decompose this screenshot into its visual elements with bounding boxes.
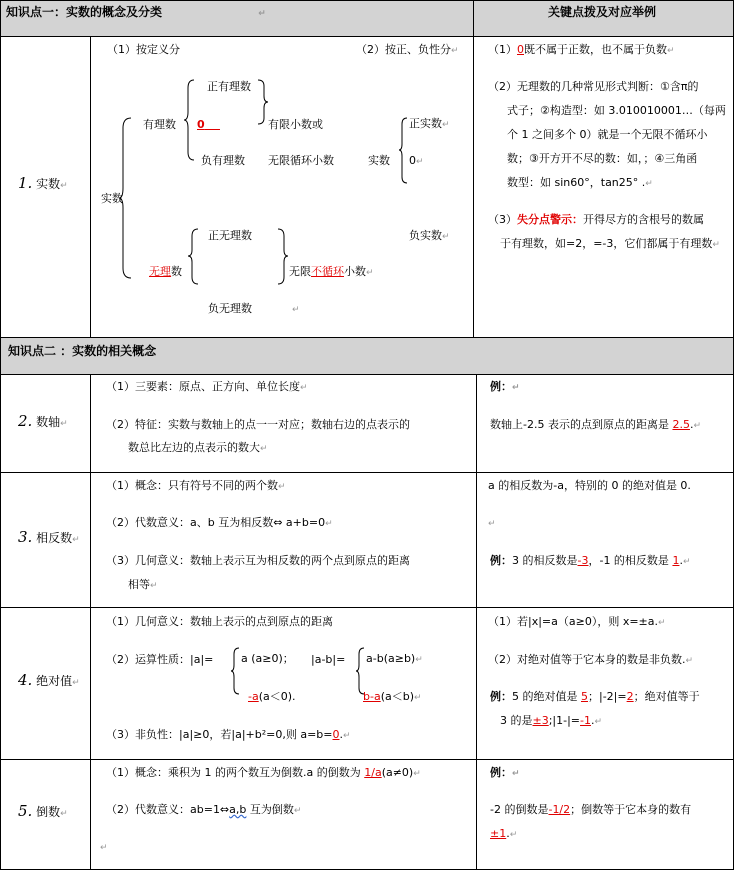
zero-right-text: 0 [409,154,416,167]
abs-case-2-text: a-b(a≥b) [366,652,416,665]
abs-example-c: ；绝对值等于 [633,690,700,703]
reciprocal-answer-1: -1/2 [548,803,571,816]
row-number: 4. [18,671,33,689]
return-mark-icon: ↵ [100,843,108,853]
abs-case-3-cond: (a＜0). [258,690,296,703]
row-label-real-number [18,174,68,192]
row-number: 1. [18,174,33,192]
row-label-number-line [18,412,68,430]
note-1-prefix: （1） [488,43,517,56]
reciprocal-algebraic-c: 互为倒数 [246,803,294,816]
note-1 [488,43,675,58]
rule-mid-s1 [473,0,474,337]
note-3-prefix: （3） [488,213,517,226]
abs-period: . [591,714,595,727]
return-mark-icon: ↵ [645,179,653,189]
brace-rational-right [258,80,270,124]
row-number: 2. [18,412,33,430]
abs-nonneg-answer: 0 [332,728,340,741]
row-label-absolute-value [18,671,80,689]
reciprocal-ab: a,b [229,803,247,816]
zero-answer [197,118,220,132]
note-3-text: 开得尽方的含根号的数属 [583,213,704,226]
opposite-answer-1: -3 [577,554,589,567]
numberline-feature-line2 [128,441,268,456]
note-3-line2 [500,237,720,252]
return-mark-icon: ↵ [260,444,268,454]
repeating-decimal: 无限循环小数 [268,154,334,167]
opposite-concept [106,479,286,494]
opposite-algebraic [106,516,333,531]
abs-note-2 [488,653,693,668]
abs-case-1: a (a≥0)； [241,652,294,665]
return-mark-icon: ↵ [325,519,333,529]
row-number: 5. [18,802,33,820]
return-mark-icon: ↵ [512,383,520,393]
return-mark-icon: ↵ [60,809,68,819]
return-mark-icon: ↵ [667,46,675,56]
abs-note-1 [488,615,666,630]
numberline-feature-line2-text: 数总比左边的点表示的数大 [128,441,260,454]
abs-geometric: （1）几何意义：数轴上表示的点到原点的距离 [106,615,333,628]
note-2-line5 [507,176,653,191]
note-1-zero: 0 [517,43,524,56]
example-title: 例： [490,690,512,703]
reciprocal-example-line2 [490,827,517,842]
opposite-concept-text: （1）概念：只有符号不同的两个数 [106,479,278,492]
return-mark-icon: ↵ [60,181,68,191]
abs-answer-2: 2 [626,690,634,703]
abs-example-l2a: 3 的是 [500,714,533,727]
return-mark-icon: ↵ [594,717,603,727]
abs-case-4-red: b-a [363,690,381,703]
opposite-example-b: ，-1 的相反数是 [588,554,673,567]
classify-by-sign [356,43,459,58]
return-mark-icon: ↵ [366,268,374,278]
note-2-line1: （2）无理数的几种常见形式判断：①含π的 [488,80,699,93]
example-title-text: 例： [490,380,512,393]
return-mark-icon: ↵ [442,232,450,242]
abs-operation-label: （2）运算性质：|a|= [106,653,214,666]
row-label-text: 数轴 [36,415,61,429]
return-mark-icon: ↵ [415,655,423,665]
opposite-geometric-line2-text: 相等 [128,578,150,591]
rational-number: 有理数 [143,118,176,131]
rule-h5 [0,607,733,608]
return-mark-icon: ↵ [658,618,666,628]
note-2-line5-text: 数型：如 sin60°，tan25° . [507,176,646,189]
opposite-example-a: 3 的相反数是 [512,554,578,567]
example-title [490,766,520,781]
opposite-geometric-line1: （3）几何意义：数轴上表示互为相反数的两个点到原点的距离 [106,554,410,567]
note-1-text: 既不属于正数，也不属于负数 [524,43,667,56]
note-2-line4: 数；③开方开不尽的数：如，；④三角函 [507,152,698,165]
opposite-period: . [679,554,683,567]
abs-example-b: ；|-2|= [588,690,627,703]
abs-case-2 [366,652,423,667]
reciprocal-cond: (a≠0) [381,766,414,779]
brace-abs-ab [356,648,366,694]
reciprocal-concept-text: （1）概念：乘积为 1 的两个数互为倒数.a 的倒数为 [106,766,365,779]
return-mark-icon: ↵ [278,482,286,492]
classify-by-definition: （1）按定义分 [107,43,180,56]
negative-rational: 负有理数 [201,154,245,167]
return-mark-icon: ↵ [413,769,421,779]
numberline-elements-text: （1）三要素：原点、正方向、单位长度 [106,380,300,393]
abs-nonnegativity [106,728,351,743]
abs-note-2-text: （2）对绝对值等于它本身的数是非负数. [488,653,686,666]
brace-irrational-left [188,229,200,284]
positive-irrational: 正无理数 [208,229,252,242]
return-mark-icon: ↵ [451,46,459,56]
negative-irrational-text: 负无理数 [208,302,252,315]
row-number: 3. [18,528,33,546]
opposite-geometric-line2 [128,578,158,593]
reciprocal-example-line1 [490,803,691,817]
return-mark-icon: ↵ [693,421,702,431]
rule-h6 [0,759,733,760]
return-mark-icon: ↵ [72,535,80,545]
return-mark-icon: ↵ [442,120,450,130]
note-2-line3: 个 1 之间多个 0）就是一个无限不循环小 [507,128,708,141]
rule-h3 [0,374,733,375]
opposite-note: a 的相反数为-a，特别的 0 的绝对值是 0. [488,479,691,492]
row-label-text: 倒数 [36,805,61,819]
reciprocal-period: . [506,827,510,840]
infinite-b: 小数 [344,265,366,278]
irrational-shu: 数 [171,265,182,278]
return-mark-icon: ↵ [712,240,720,250]
return-mark-icon: ↵ [150,581,158,591]
row-label-text: 相反数 [36,531,73,545]
reciprocal-algebraic [106,803,301,818]
reciprocal-answer: 1/a [364,766,382,779]
return-mark-icon: ↵ [416,157,424,167]
return-mark-icon: ↵ [509,830,518,840]
note-3-line2-text: 于有理数，如=2，=-3，它们都属于有理数 [500,237,713,250]
positive-rational: 正有理数 [207,80,251,93]
section1-title-text: 知识点一：实数的概念及分类 [6,5,163,19]
reciprocal-concept [106,766,421,781]
real-number-left: 实数 [101,192,123,205]
section2-title: 知识点二 ：实数的相关概念 [8,344,157,358]
numberline-answer: 2.5 [672,418,690,431]
reciprocal-example-a: -2 的倒数是 [490,803,549,816]
return-mark-icon: ↵ [488,519,496,529]
abs-note-1-text: （1）若|x|=a（a≥0），则 x=±a. [488,615,659,628]
abs-case-4 [363,690,422,705]
abs-example-a: 5 的绝对值是 [512,690,581,703]
numberline-period: . [689,418,694,431]
abs-case-3 [248,690,296,704]
return-mark-icon: ↵ [293,806,302,816]
reciprocal-algebraic-a: （2）代数意义：ab=1⇔ [106,803,230,816]
return-mark-icon: ↵ [343,731,351,741]
brace-irrational-right [278,229,290,284]
abs-answer-4: -1 [580,714,591,727]
abs-example-line2 [500,714,602,729]
zero-text: 0 [197,118,205,131]
rule-label-s1 [90,36,91,337]
return-mark-icon: ↵ [414,693,422,703]
return-mark-icon: ↵ [300,383,308,393]
classify-by-sign-text: （2）按正、负性分 [356,43,451,56]
abs-answer-1: 5 [581,690,588,703]
positive-real [409,117,450,132]
real-number-right: 实数 [368,154,390,167]
abs-diff-label: |a-b|= [311,653,346,666]
return-mark-icon: ↵ [72,678,80,688]
abs-answer-3: ±3 [532,714,549,727]
brace-sign-left [399,118,409,183]
rule-h1 [0,36,733,37]
return-mark-icon: ↵ [258,9,266,19]
example-title-text: 例： [490,766,512,779]
abs-example-l2b: ;|1-|= [548,714,581,727]
rule-left [0,0,1,870]
abs-case-4-cond: (a＜b) [380,690,415,703]
row-label-text: 实数 [36,177,61,191]
return-mark-icon: ↵ [292,305,300,315]
opposite-example [490,554,690,569]
negative-irrational [208,302,300,317]
reciprocal-answer-2: ±1 [490,827,507,840]
note-3-line1 [488,213,704,227]
finite-decimal: 有限小数或 [268,118,323,131]
rule-h2 [0,337,733,338]
return-mark-icon: ↵ [682,557,691,567]
note-2-line2: 式子；②构造型：如 3.010010001…（每两 [507,104,726,117]
positive-real-text: 正实数 [409,117,442,130]
return-mark-icon: ↵ [512,769,520,779]
rule-label-s2 [90,374,91,870]
row-label-opposite [18,528,80,546]
opposite-algebraic-text: （2）代数意义：a、b 互为相反数⇔ a+b=0 [106,516,326,529]
non-repeating-red: 不循环 [311,265,344,278]
brace-rational-left [184,80,198,160]
return-mark-icon: ↵ [685,656,694,666]
irrational-number [149,265,182,279]
note-3-warning: 失分点警示： [517,213,583,226]
section1-title [6,5,266,21]
rule-h4 [0,472,733,473]
numberline-elements [106,380,308,395]
example-title: 例： [490,554,512,567]
rule-bottom [0,869,733,870]
numberline-example-text: 数轴上-2.5 表示的点到原点的距离是 [490,418,673,431]
rule-top [0,0,733,1]
reciprocal-example-b: ；倒数等于它本身的数有 [570,803,692,816]
brace-real-left [119,118,133,278]
zero-right [409,154,424,169]
opposite-answer-2: 1 [672,554,680,567]
rule-mid-s2 [476,374,477,870]
abs-case-3-red: -a [248,690,259,703]
row-label-text: 绝对值 [36,674,73,688]
infinite-a: 无限 [289,265,311,278]
return-mark-icon: ↵ [60,419,68,429]
numberline-example [490,418,701,433]
negative-real [409,229,450,244]
abs-nonneg-period: . [339,728,343,741]
row-label-reciprocal [18,802,68,820]
nonrepeating-decimal [289,265,374,280]
abs-example-line1 [490,690,700,704]
numberline-feature-line1: （2）特征：实数与数轴上的点一一对应；数轴右边的点表示的 [106,418,410,431]
abs-nonneg-text: （3）非负性：|a|≥0，若|a|+b²=0,则 a=b= [106,728,333,741]
brace-abs-a [231,648,241,694]
negative-real-text: 负实数 [409,229,442,242]
example-title [490,380,520,395]
irrational-red: 无理 [149,265,171,278]
section1-right-title: 关键点拨及对应举例 [548,5,657,19]
